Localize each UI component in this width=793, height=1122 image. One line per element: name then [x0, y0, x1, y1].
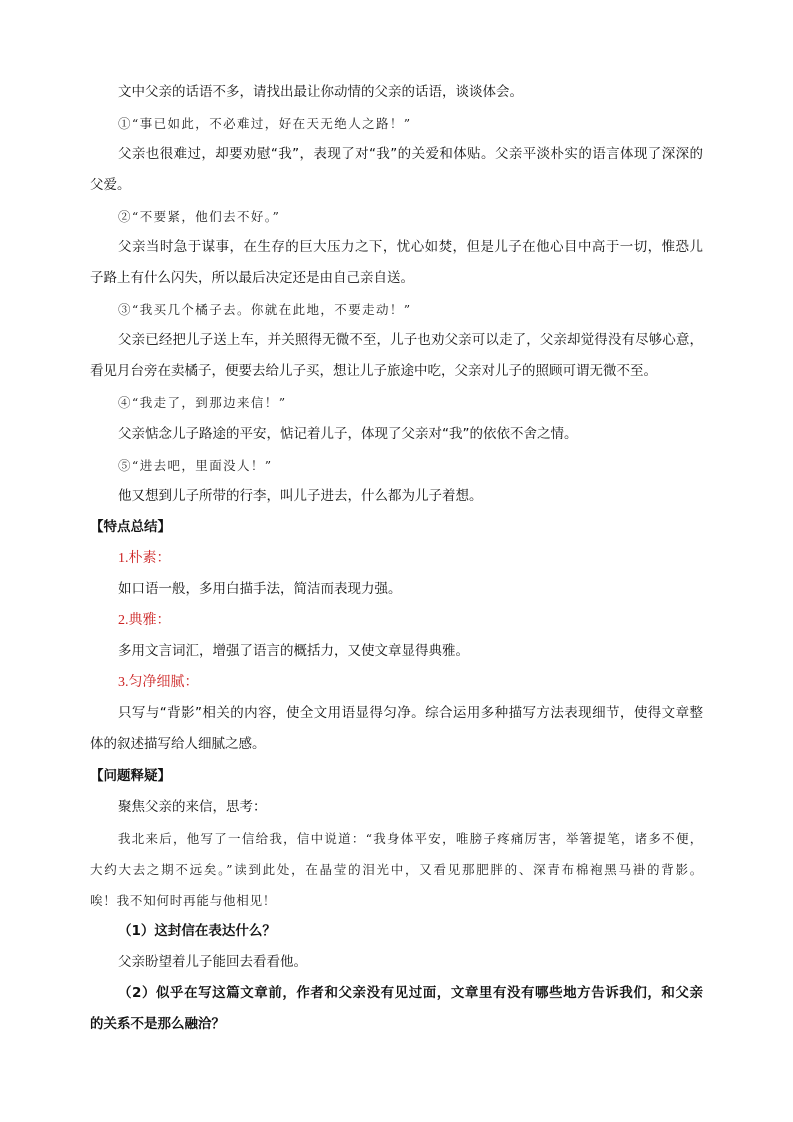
quote-2-analysis-line: 子路上有什么闪失，所以最后决定还是由自己亲自送。 [90, 270, 414, 287]
quote-5-analysis-line: 他又想到儿子所带的行李，叫儿子进去，什么都为儿子着想。 [118, 487, 483, 504]
answer-1: 父亲盼望着儿子能回去看看他。 [118, 954, 307, 971]
question-2-line: （2）似乎在写这篇文章前，作者和父亲没有见过面，文章里有没有哪些地方告诉我们，和父亲 [118, 985, 703, 1002]
quote-2: ②“不要紧，他们去不好。” [118, 208, 281, 224]
feature-1-label: 1.朴素： [118, 550, 171, 566]
quote-2-analysis-line: 父亲当时急于谋事，在生存的巨大压力之下，忧心如焚，但是儿子在他心目中高于一切，惟恐儿 [118, 238, 703, 255]
document-body [90, 77, 703, 1041]
quote-4: ④“我走了，到那边来信！” [118, 395, 287, 411]
prompt-text: 文中父亲的话语不多，请找出最让你动情的父亲的话语，谈谈体会。 [118, 83, 523, 100]
feature-3-desc-line: 体的叙述描写给人细腻之感。 [90, 736, 266, 753]
feature-2-desc: 多用文言词汇，增强了语言的概括力，又使文章显得典雅。 [118, 643, 469, 660]
quote-1-analysis-line: 父亲也很难过，却要劝慰“我”，表现了对“我”的关爱和体贴。父亲平淡朴实的语言体现了深深的 [118, 145, 703, 162]
feature-2-label: 2.典雅： [118, 613, 171, 629]
letter-excerpt-line: 我北来后，他写了一信给我，信中说道：“我身体平安，唯膀子疼痛厉害，举箸提笔，诸多不便， [118, 830, 703, 846]
quote-4-analysis-line: 父亲惦念儿子路途的平安，惦记着儿子，体现了父亲对“我”的依依不舍之情。 [118, 425, 578, 442]
quote-3: ③“我买几个橘子去。你就在此地，不要走动！” [118, 302, 412, 318]
question-2-line: 的关系不是那么融洽？ [90, 1016, 225, 1033]
questions-heading: 【问题释疑】 [90, 767, 171, 784]
quote-3-analysis-line: 父亲已经把儿子送上车，并关照得无微不至，儿子也劝父亲可以走了，父亲却觉得没有尽够心意， [118, 332, 703, 349]
question-1: （1）这封信在表达什么？ [118, 923, 276, 940]
quote-1: ①“事已如此，不必难过，好在天无绝人之路！” [118, 115, 412, 131]
feature-3-desc-line: 只写与“背影”相关的内容，使全文用语显得匀净。综合运用多种描写方法表现细节，使得文章整 [118, 705, 703, 722]
letter-excerpt-line: 大约大去之期不远矣。”读到此处，在晶莹的泪光中，又看见那肥胖的、深青布棉袍黑马褂的背影。 [90, 861, 703, 877]
quote-3-analysis-line: 看见月台旁在卖橘子，便要去给儿子买，想让儿子旅途中吃，父亲对儿子的照顾可谓无微不至。 [90, 363, 657, 380]
letter-excerpt-line: 唉！我不知何时再能与他相见！ [90, 892, 277, 908]
feature-1-desc: 如口语一般，多用白描手法，简洁而表现力强。 [118, 581, 402, 597]
feature-3-label: 3.匀净细腻： [118, 675, 199, 691]
questions-intro: 聚焦父亲的来信，思考： [118, 798, 267, 815]
features-heading: 【特点总结】 [90, 518, 171, 535]
quote-5: ⑤“进去吧，里面没人！” [118, 457, 273, 473]
quote-1-analysis-line: 父爱。 [90, 176, 131, 193]
